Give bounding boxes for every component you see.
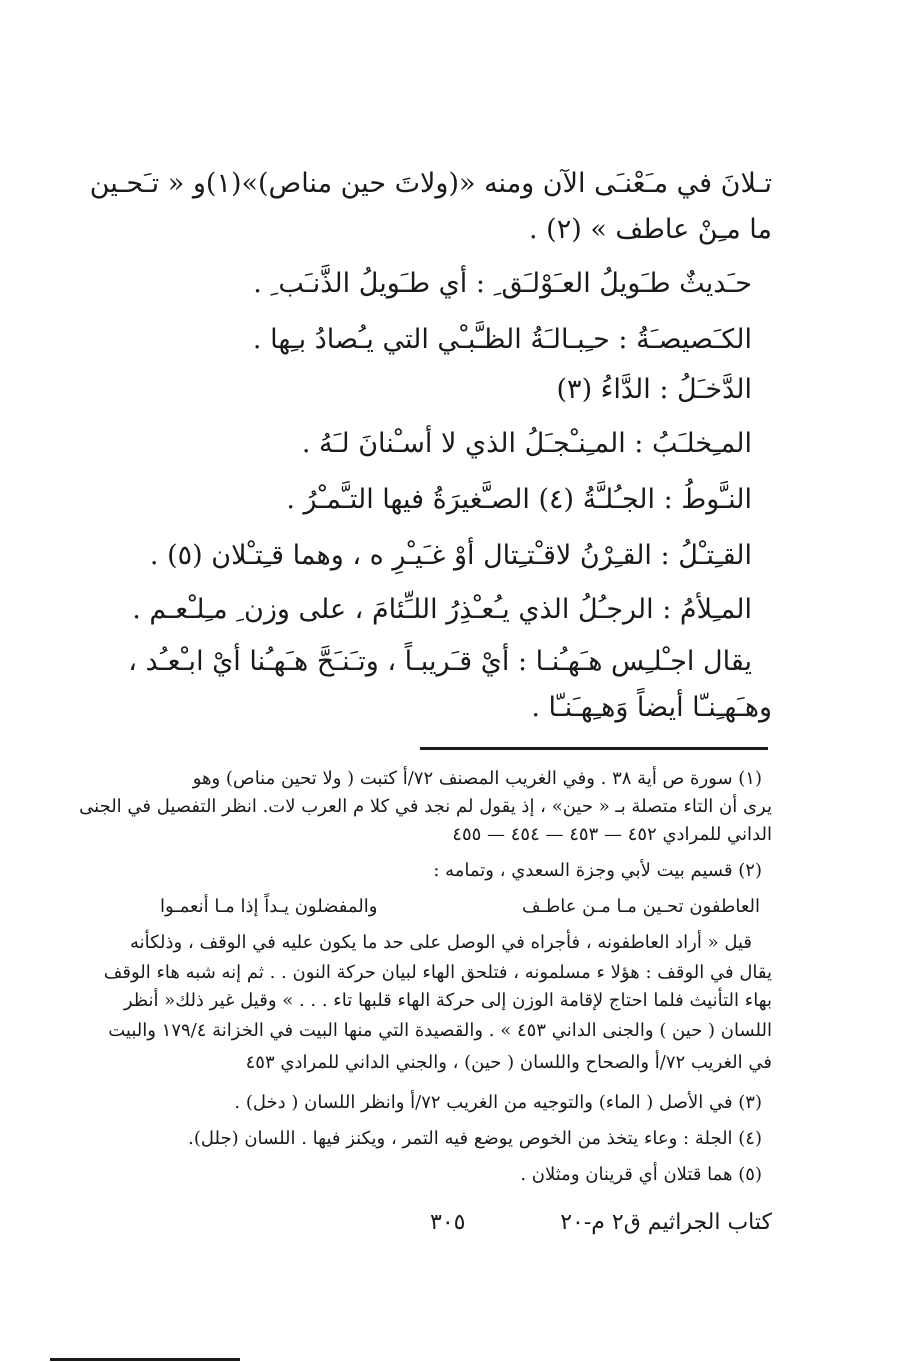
- footnote-5: (٥) هما قتلان أي قرينان ومثلان .: [520, 1164, 762, 1185]
- entry-nawt: النـَّوطُ : الجـُلـَّةُ (٤) الصـَّغيرَةُ فيها التـَّمـْرُ .: [286, 484, 752, 515]
- footnote-1-line-2: يرى أن التاء متصلة بـ « حين» ، إذ يقول لم نجد في كلا م العرب لات. انظر التفصيل في الجنى: [79, 796, 772, 817]
- page-number: ٣٠٥: [430, 1210, 466, 1235]
- entry-hadith-tawil: حـَديثٌ طـَويلُ العـَوْلـَق ِ : أي طـَويلُ الذَّنـَب ِ .: [253, 268, 752, 299]
- footnote-2-line-1: (٢) قسيم بيت لأبي وجزة السعدي ، وتمامه :: [433, 860, 762, 881]
- footnote-3: (٣) في الأصل ( الماء) والتوجيه من الغريب ٧٢/أ وانظر اللسان ( دخل) .: [234, 1092, 762, 1113]
- footnote-4: (٤) الجلة : وعاء يتخذ من الخوص يوضع فيه التمر ، ويكنز فيها . اللسان (جلل).: [188, 1128, 762, 1149]
- footnote-2-line-2: قيل « أراد العاطفونه ، فأجراه في الوصل على حد ما يكون عليه في الوقف ، وذلكأنه: [129, 932, 752, 953]
- footnote-1-line-1: (١) سورة ص أية ٣٨ . وفي الغريب المصنف ٧٢/أ كتبت ( ولا تحين مناص) وهو: [192, 768, 762, 789]
- main-line-1: تـلانَ في مـَعْنـَى الآن ومنه «(ولاتَ حين مناص)»(١)و « تـَحـين: [89, 168, 772, 199]
- verse-first-hemistich: العاطفون تحـين مـا مـن عاطـف: [522, 896, 760, 917]
- main-line-2: ما مـِنْ عاطف » (٢) .: [529, 214, 772, 245]
- entry-kasisa: الكـَصيصـَةُ : حـِبـالـَةُ الظـَّبـْي التي يـُصادُ بـِها .: [252, 324, 752, 355]
- footer-signature: كتاب الجراثيم ق٢ م-٢٠: [560, 1210, 772, 1235]
- footnote-separator: [420, 747, 768, 750]
- footnote-2-line-5: اللسان ( حين ) والجنى الداني ٤٥٣ » . والقصيدة التي منها البيت في الخزانة ١٧٩/٤ والبيت: [108, 1020, 772, 1041]
- footnote-2-line-3: يقال في الوقف : هؤلا ء مسلمونه ، فتلحق الهاء لبيان حركة النون . . ثم إنه شبه هاء الوقف: [103, 962, 772, 983]
- footnote-1-line-3: الداني للمرادي ٤٥٢ — ٤٥٣ — ٤٥٤ — ٤٥٥: [452, 824, 772, 845]
- entry-qitl: القـِتـْلُ : القـِرْنُ لاقـْتـِتال أوْ غـَيـْرِ ه ، وهما قـِتـْلان (٥) .: [149, 540, 752, 571]
- footnote-2-line-6: في الغريب ٧٢/أ والصحاح واللسان ( حين) ، والجني الداني للمرادي ٤٥٣: [245, 1052, 772, 1073]
- scan-edge-line: [50, 1358, 240, 1361]
- entry-milam: المـِلأمُ : الرجـُلُ الذي يـُعـْذِرُ اللـِّئامَ ، على وزن ِ مـِلـْعـم .: [132, 594, 752, 625]
- entry-dakhal: الدَّخـَلُ : الدَّاءُ (٣): [556, 374, 752, 405]
- footnote-2-line-4: بهاء التأنيث فلما احتاج لإقامة الوزن إلى حركة الهاء قلبها تاء . . . » وقيل غير ذلك« أنظر: [123, 990, 772, 1011]
- entry-mikhlab: المـِخلـَبُ : المـِنـْجـَلُ الذي لا أسـْنانَ لـَهُ .: [301, 428, 752, 459]
- verse-second-hemistich: والمفضلون يـداً إذا مـا أنعمـوا: [160, 896, 378, 917]
- entry-ijlis: يقال اجـْلـِس هـَهـُنـا : أيْ قـَريبـاً ، وتـَنـَحَّ هـَهـُنا أيْ ابـْعـُد ،: [128, 646, 752, 677]
- main-line-continuation: وهـَهـِنـّا أيضاً وَهـِهـَنـّا .: [531, 692, 772, 723]
- poem-verse: [160, 896, 760, 926]
